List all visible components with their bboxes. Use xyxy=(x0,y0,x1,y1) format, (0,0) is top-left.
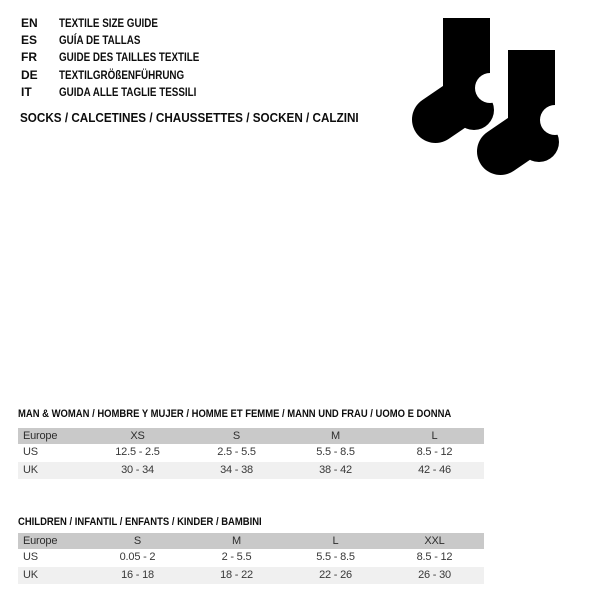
language-label: GUÍA DE TALLAS xyxy=(59,33,141,48)
table-title: MAN & WOMAN / HOMBRE Y MUJER / HOMME ET FEMME / MANN UND FRAU / UOMO E DONNA xyxy=(18,408,452,420)
size-column-header: M xyxy=(331,430,340,442)
table-row xyxy=(18,549,484,566)
socks-icon xyxy=(410,15,560,178)
language-label: TEXTILGRÖßENFÜHRUNG xyxy=(59,67,185,82)
region-cell: US xyxy=(23,551,38,564)
size-range-cell: 16 - 18 xyxy=(121,568,154,581)
language-code: FR xyxy=(21,50,37,65)
language-label: GUIDE DES TAILLES TEXTILE xyxy=(59,50,200,65)
region-column-header: Europe xyxy=(23,430,58,442)
region-cell: UK xyxy=(23,568,38,581)
table-man-woman xyxy=(18,409,484,479)
language-list xyxy=(21,15,230,101)
region-cell: UK xyxy=(23,463,38,476)
size-column-header: S xyxy=(133,535,142,547)
size-range-cell: 12.5 - 2.5 xyxy=(115,446,160,459)
region-cell: US xyxy=(23,446,38,459)
size-column-header: XS xyxy=(130,430,145,442)
size-column-header: XXL xyxy=(424,535,445,547)
size-table xyxy=(18,428,484,479)
size-range-cell: 30 - 34 xyxy=(121,463,154,476)
table-row xyxy=(18,444,484,461)
size-range-cell: 26 - 30 xyxy=(418,568,451,581)
size-range-cell: 38 - 42 xyxy=(319,463,352,476)
size-range-cell: 2 - 5.5 xyxy=(221,551,252,564)
language-row xyxy=(21,15,230,32)
size-column-header: S xyxy=(232,430,241,442)
size-range-cell: 5.5 - 8.5 xyxy=(316,551,355,564)
size-table xyxy=(18,533,484,584)
language-code: ES xyxy=(21,33,38,48)
language-row xyxy=(21,49,230,66)
size-range-cell: 0.05 - 2 xyxy=(119,551,156,564)
language-row xyxy=(21,67,230,84)
region-column-header: Europe xyxy=(23,535,58,547)
size-range-cell: 2.5 - 5.5 xyxy=(217,446,256,459)
table-title: CHILDREN / INFANTIL / ENFANTS / KINDER / BAMBINI xyxy=(18,516,262,528)
size-range-cell: 18 - 22 xyxy=(220,568,253,581)
size-column-header: L xyxy=(431,430,438,442)
language-code: IT xyxy=(21,84,32,99)
language-label: GUIDA ALLE TAGLIE TESSILI xyxy=(59,84,197,99)
size-range-cell: 8.5 - 12 xyxy=(416,551,453,564)
language-label: TEXTILE SIZE GUIDE xyxy=(59,16,158,30)
table-header-row xyxy=(18,428,484,444)
language-code: DE xyxy=(21,67,38,82)
language-row xyxy=(21,84,230,101)
table-row xyxy=(18,462,484,479)
size-column-header: L xyxy=(332,535,339,547)
language-row xyxy=(21,32,230,49)
table-header-row xyxy=(18,533,484,549)
size-range-cell: 34 - 38 xyxy=(220,463,253,476)
table-row xyxy=(18,567,484,584)
size-range-cell: 8.5 - 12 xyxy=(416,446,453,459)
size-range-cell: 5.5 - 8.5 xyxy=(316,446,355,459)
category-title: SOCKS / CALCETINES / CHAUSSETTES / SOCKEN / CALZINI xyxy=(20,110,359,125)
size-column-header: M xyxy=(232,535,241,547)
size-range-cell: 42 - 46 xyxy=(418,463,451,476)
table-children xyxy=(18,517,484,584)
language-code: EN xyxy=(21,16,38,30)
size-range-cell: 22 - 26 xyxy=(319,568,352,581)
